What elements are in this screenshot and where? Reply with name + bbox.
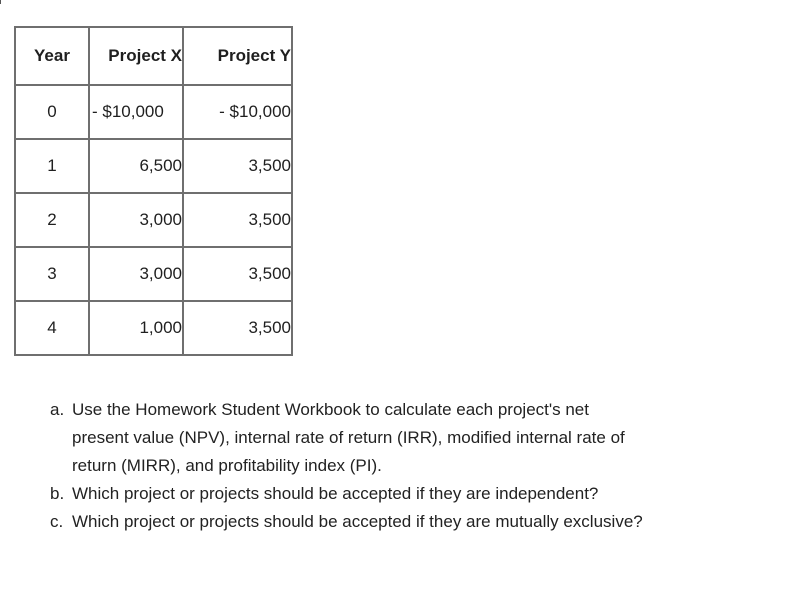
project-x-cell: 1,000 (89, 301, 183, 355)
project-y-cell: 3,500 (183, 247, 292, 301)
project-x-cell: 6,500 (89, 139, 183, 193)
table-row (15, 247, 292, 301)
table-row (15, 85, 292, 139)
table-row (15, 301, 292, 355)
table-row (15, 139, 292, 193)
project-y-cell: 3,500 (183, 193, 292, 247)
header-project-x: Project X (89, 27, 183, 85)
table-row (15, 193, 292, 247)
project-x-cell: 3,000 (89, 247, 183, 301)
question-a (50, 396, 650, 480)
question-letter: c. (50, 512, 64, 531)
project-y-cell: 3,500 (183, 301, 292, 355)
corner-tick-mark (0, 0, 7, 4)
question-list (50, 396, 650, 536)
year-cell: 2 (15, 193, 89, 247)
header-project-y: Project Y (183, 27, 292, 85)
table-header-row (15, 27, 292, 85)
question-text: Which project or projects should be accepted if they are mutually exclusive? (72, 512, 643, 531)
project-y-cell: - $10,000 (183, 85, 292, 139)
question-letter: b. (50, 484, 65, 503)
cash-flow-table (14, 26, 293, 356)
question-text: Use the Homework Student Workbook to calculate each project's net present value (NPV), internal rate of return (IRR), modified internal rate of return (MIRR), and profitability index (PI). (72, 400, 625, 475)
question-b (50, 480, 650, 508)
header-year: Year (15, 27, 89, 85)
year-cell: 4 (15, 301, 89, 355)
question-c (50, 508, 650, 536)
year-cell: 1 (15, 139, 89, 193)
project-y-cell: 3,500 (183, 139, 292, 193)
year-cell: 0 (15, 85, 89, 139)
project-x-cell: 3,000 (89, 193, 183, 247)
question-letter: a. (50, 400, 65, 419)
question-text: Which project or projects should be accepted if they are independent? (72, 484, 599, 503)
year-cell: 3 (15, 247, 89, 301)
project-x-cell: - $10,000 (89, 85, 183, 139)
